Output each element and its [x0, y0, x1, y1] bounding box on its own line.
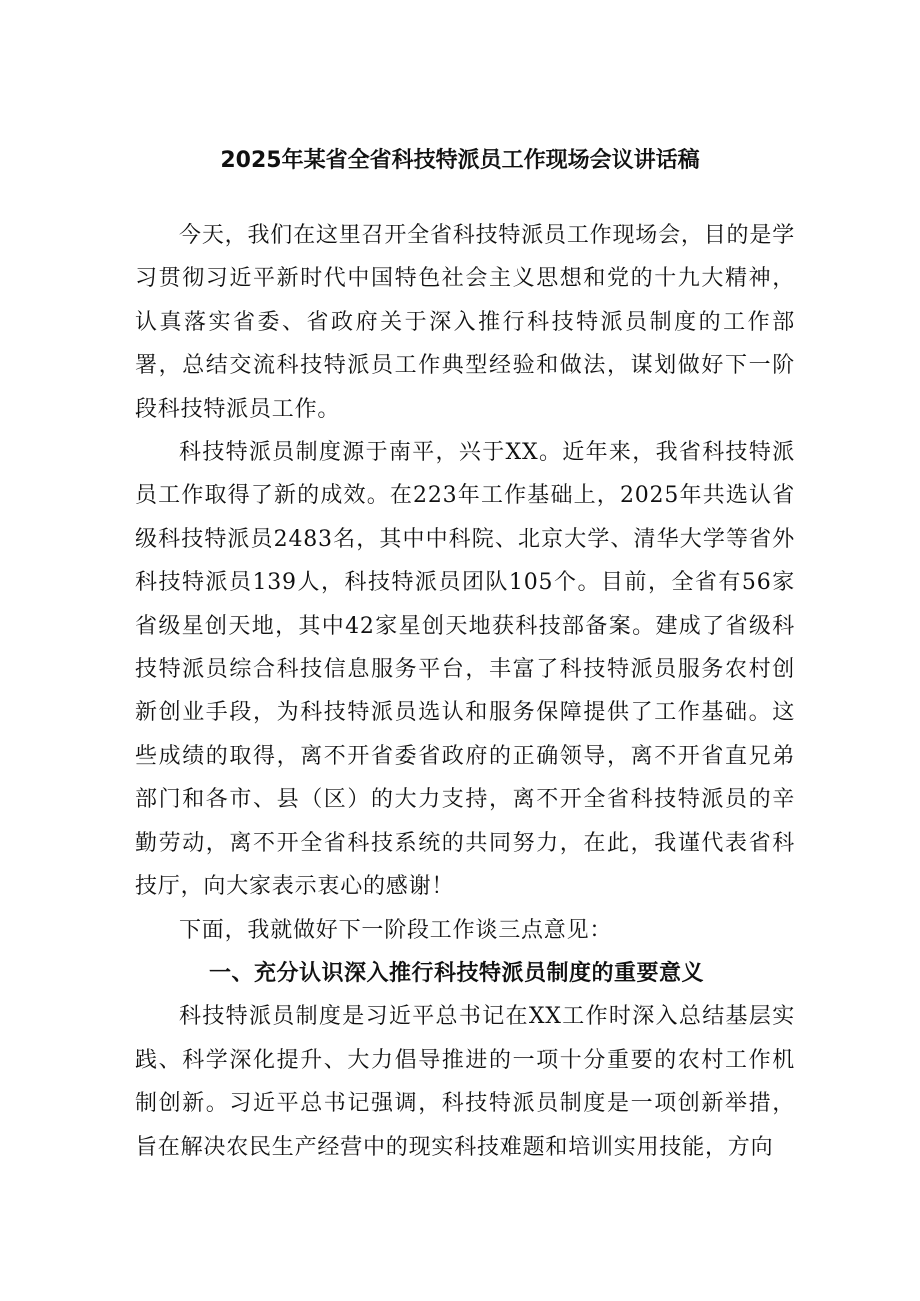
- document-body: [135, 214, 795, 1169]
- document-title: 2025年某省全省科技特派员工作现场会议讲话稿: [220, 148, 700, 173]
- paragraph-intro: 今天，我们在这里召开全省科技特派员工作现场会，目的是学习贯彻习近平新时代中国特色社会主义思想和党的十九大精神，认真落实省委、省政府关于深入推行科技特派员制度的工作部署，总结交流科技特派员工作典型经验和做法，谋划做好下一阶段科技特派员工作。: [135, 223, 795, 422]
- paragraph-transition: 下面，我就做好下一阶段工作谈三点意见：: [179, 917, 613, 943]
- section-heading: 一、充分认识深入推行科技特派员制度的重要意义: [209, 960, 705, 986]
- paragraph-achievements: 科技特派员制度源于南平，兴于XX。近年来，我省科技特派员工作取得了新的成效。在223年工作基础上，2025年共选认省级科技特派员2483名，其中中科院、北京大学、清华大学等省外科技特派员139人，科技特派员团队105个。目前，全省有56家省级星创天地，其中42家星创天地获科技部备案。建成了省级科技特派员综合科技信息服务平台，丰富了科技特派员服务农村创新创业手段，为科技特派员选认和服务保障提供了工作基础。这些成绩的取得，离不开省委省政府的正确领导，离不开省直兄弟部门和各市、县（区）的大力支持，离不开全省科技特派员的辛勤劳动，离不开全省科技系统的共同努力，在此，我谨代表省科技厅，向大家表示衷心的感谢！: [135, 440, 795, 900]
- paragraph-section-one: 科技特派员制度是习近平总书记在XX工作时深入总结基层实践、科学深化提升、大力倡导推进的一项十分重要的农村工作机制创新。习近平总书记强调，科技特派员制度是一项创新举措，旨在解决农民生产经营中的现实科技难题和培训实用技能，方向: [135, 1004, 795, 1160]
